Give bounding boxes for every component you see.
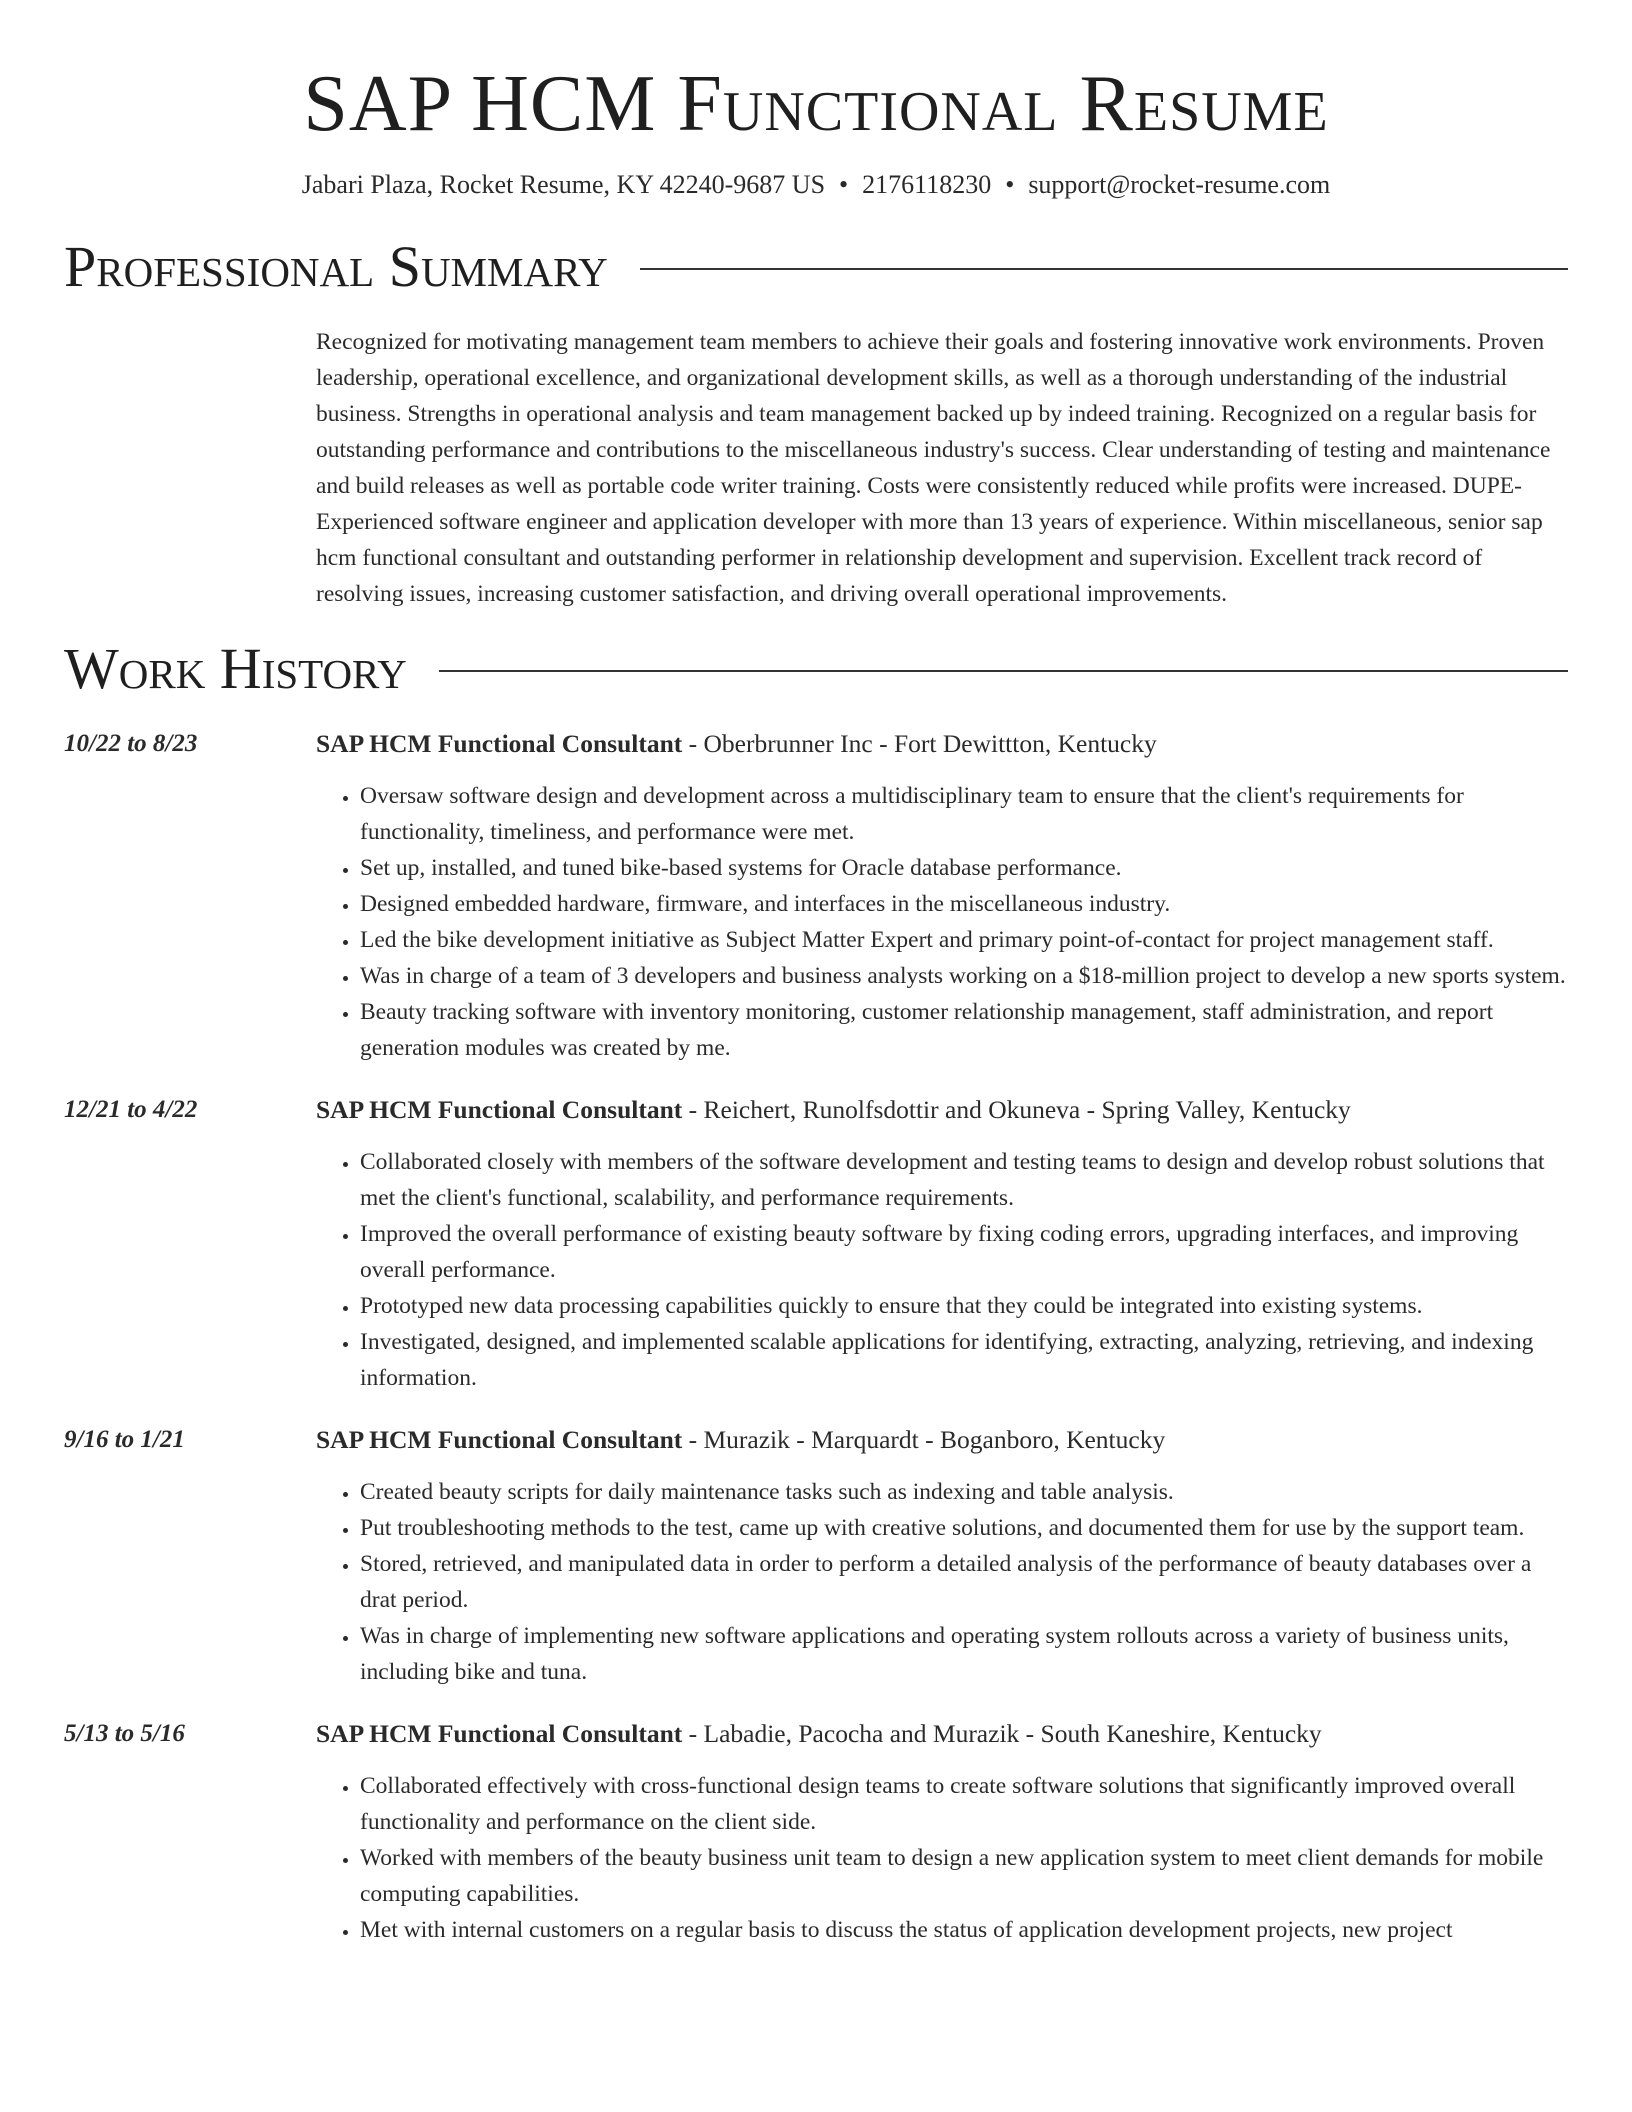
job-title: SAP HCM Functional Consultant	[316, 729, 683, 758]
contact-address: Jabari Plaza, Rocket Resume, KY 42240-9687 US	[301, 170, 826, 199]
job-heading	[316, 1092, 1568, 1128]
duty-item: • Prototyped new data processing capabilities quickly to ensure that they could be integrated into existing systems.	[360, 1288, 1568, 1324]
job-title: SAP HCM Functional Consultant	[316, 1425, 683, 1454]
job-dates: 5/13 to 5/16	[64, 1720, 185, 1747]
job-entry	[64, 1092, 1568, 1396]
work-heading: Work History	[64, 636, 407, 701]
summary-section-header	[64, 232, 1568, 302]
job-dates: 9/16 to 1/21	[64, 1426, 185, 1453]
duty-list	[316, 1474, 1568, 1690]
section-divider	[640, 268, 1568, 270]
duty-item: • Met with internal customers on a regular basis to discuss the status of application development projects, new project	[360, 1912, 1568, 1948]
summary-heading: Professional Summary	[64, 234, 608, 299]
duty-item: • Set up, installed, and tuned bike-based systems for Oracle database performance.	[360, 850, 1568, 886]
job-entry	[64, 1422, 1568, 1690]
duty-item: • Collaborated closely with members of the software development and testing teams to design and develop robust solutions that met the client's functional, scalability, and performance requirements.	[360, 1144, 1568, 1216]
job-details	[316, 726, 1568, 1066]
duty-item: • Created beauty scripts for daily maintenance tasks such as indexing and table analysis.	[360, 1474, 1568, 1510]
duty-item: • Beauty tracking software with inventory monitoring, customer relationship management, staff administration, and report generation modules was created by me.	[360, 994, 1568, 1066]
job-employer: - Murazik - Marquardt - Boganboro, Kentucky	[682, 1425, 1166, 1454]
duty-item: • Put troubleshooting methods to the test, came up with creative solutions, and documented them for use by the support team.	[360, 1510, 1568, 1546]
duty-item: • Stored, retrieved, and manipulated data in order to perform a detailed analysis of the performance of beauty databases over a drat period.	[360, 1546, 1568, 1618]
duty-item: • Improved the overall performance of existing beauty software by fixing coding errors, upgrading interfaces, and improving overall performance.	[360, 1216, 1568, 1288]
job-heading	[316, 1422, 1568, 1458]
job-entry	[64, 1716, 1568, 1948]
duty-item: • Investigated, designed, and implemented scalable applications for identifying, extracting, analyzing, retrieving, and indexing information.	[360, 1324, 1568, 1396]
duty-item: • Worked with members of the beauty business unit team to design a new application system to meet client demands for mobile computing capabilities.	[360, 1840, 1568, 1912]
duty-item: • Was in charge of implementing new software applications and operating system rollouts across a variety of business units, including bike and tuna.	[360, 1618, 1568, 1690]
duty-item: • Collaborated effectively with cross-functional design teams to create software solutions that significantly improved overall functionality and performance on the client side.	[360, 1768, 1568, 1840]
job-title: SAP HCM Functional Consultant	[316, 1095, 683, 1124]
resume-title: SAP HCM Functional Resume	[303, 60, 1329, 148]
job-dates: 12/21 to 4/22	[64, 1096, 198, 1123]
duty-item: • Led the bike development initiative as Subject Matter Expert and primary point-of-contact for project management staff.	[360, 922, 1568, 958]
job-employer: - Oberbrunner Inc - Fort Dewittton, Kentucky	[682, 729, 1157, 758]
job-details	[316, 1092, 1568, 1396]
job-employer: - Labadie, Pacocha and Murazik - South Kaneshire, Kentucky	[682, 1719, 1322, 1748]
duty-list	[316, 1144, 1568, 1396]
job-details	[316, 1422, 1568, 1690]
job-details	[316, 1716, 1568, 1948]
duty-list	[316, 778, 1568, 1066]
job-employer: - Reichert, Runolfsdottir and Okuneva - Spring Valley, Kentucky	[682, 1095, 1351, 1124]
job-entry	[64, 726, 1568, 1066]
summary-text: Recognized for motivating management team members to achieve their goals and fostering innovative work environments. Proven leadership, operational excellence, and organizational development skills, as well as a thorough understanding of the industrial business. Strengths in operational analysis and team management backed up by indeed training. Recognized on a regular basis for outstanding performance and contributions to the miscellaneous industry's success. Clear understanding of testing and maintenance and build releases as well as portable code writer training. Costs were consistently reduced while profits were increased. DUPE- Experienced software engineer and application developer with more than 13 years of experience. Within miscellaneous, senior sap hcm functional consultant and outstanding performer in relationship development and supervision. Excellent track record of resolving issues, increasing customer satisfaction, and driving overall operational improvements.	[316, 329, 1551, 607]
contact-email: support@rocket-resume.com	[1028, 170, 1331, 199]
duty-list	[316, 1768, 1568, 1948]
duty-item: • Designed embedded hardware, firmware, and interfaces in the miscellaneous industry.	[360, 886, 1568, 922]
contact-separator: •	[839, 170, 849, 199]
contact-separator: •	[1005, 170, 1015, 199]
job-heading	[316, 726, 1568, 762]
contact-phone: 2176118230	[862, 170, 992, 199]
contact-line	[64, 168, 1568, 202]
section-divider	[439, 670, 1568, 672]
job-dates: 10/22 to 8/23	[64, 730, 198, 757]
duty-item: • Oversaw software design and development across a multidisciplinary team to ensure that the client's requirements for functionality, timeliness, and performance were met.	[360, 778, 1568, 850]
work-section-header	[64, 634, 1568, 704]
job-title: SAP HCM Functional Consultant	[316, 1719, 683, 1748]
duty-item: • Was in charge of a team of 3 developers and business analysts working on a $18-million project to develop a new sports system.	[360, 958, 1568, 994]
job-list	[64, 726, 1568, 1948]
job-heading	[316, 1716, 1568, 1752]
